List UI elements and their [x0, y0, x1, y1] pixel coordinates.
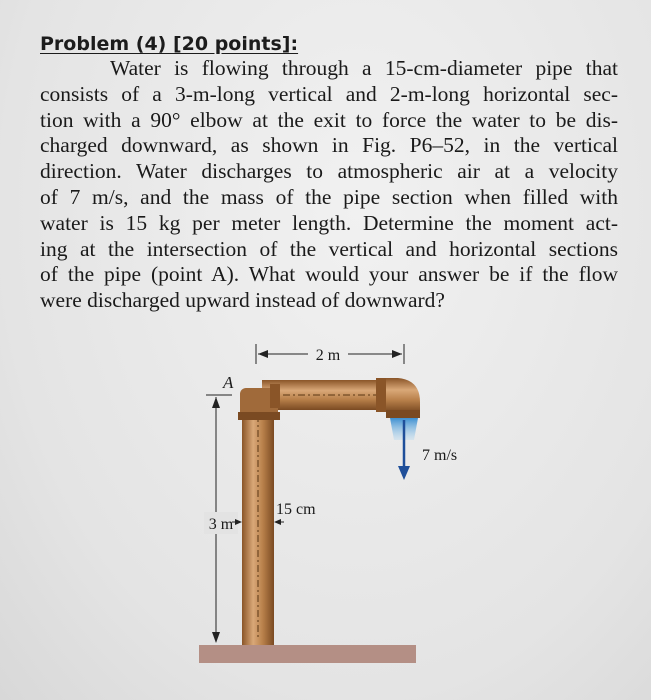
- statement-line: of the pipe (point A). What would your answer be if the flow: [40, 262, 618, 287]
- velocity-label: 7 m/s: [422, 447, 458, 464]
- point-a-label: A: [223, 373, 234, 392]
- dimension-2m-label: 2 m: [315, 347, 341, 364]
- statement-line: were discharged upward instead of downward?: [40, 288, 445, 313]
- diameter-arrowhead-left: [235, 519, 242, 525]
- ground-slab: [199, 645, 416, 663]
- dimension-3m-arrow-top: [212, 397, 220, 408]
- statement-line: consists of a 3-m-long vertical and 2-m-long horizontal sec-: [40, 81, 618, 106]
- diameter-label: 15 cm: [276, 501, 316, 518]
- dimension-2m-arrow-right: [392, 350, 402, 358]
- dimension-3m-label: 3 m: [208, 516, 234, 533]
- exit-elbow-collar: [376, 378, 386, 412]
- statement-line: charged downward, as shown in Fig. P6–52, in the vertical: [40, 133, 618, 158]
- corner-elbow-flange: [238, 412, 280, 420]
- statement-line: ing at the intersection of the vertical and horizontal sections: [40, 236, 618, 261]
- exit-nozzle: [386, 410, 420, 418]
- dimension-2m-arrow-left: [258, 350, 268, 358]
- statement-line: water is 15 kg per meter length. Determine the moment act-: [40, 210, 618, 235]
- velocity-arrow-head: [398, 466, 410, 480]
- problem-heading: Problem (4) [20 points]:: [40, 33, 299, 55]
- corner-elbow-collar: [270, 384, 280, 408]
- dimension-3m-arrow-bottom: [212, 632, 220, 643]
- statement-line: direction. Water discharges to atmospheric air at a velocity: [40, 159, 618, 184]
- statement-line: Water is flowing through a 15-cm-diameter pipe that: [110, 56, 618, 80]
- statement-line: of 7 m/s, and the mass of the pipe section when filled with: [40, 184, 618, 209]
- statement-line: tion with a 90° elbow at the exit to force the water to be dis-: [40, 107, 618, 132]
- diameter-arrowhead-right: [274, 519, 281, 525]
